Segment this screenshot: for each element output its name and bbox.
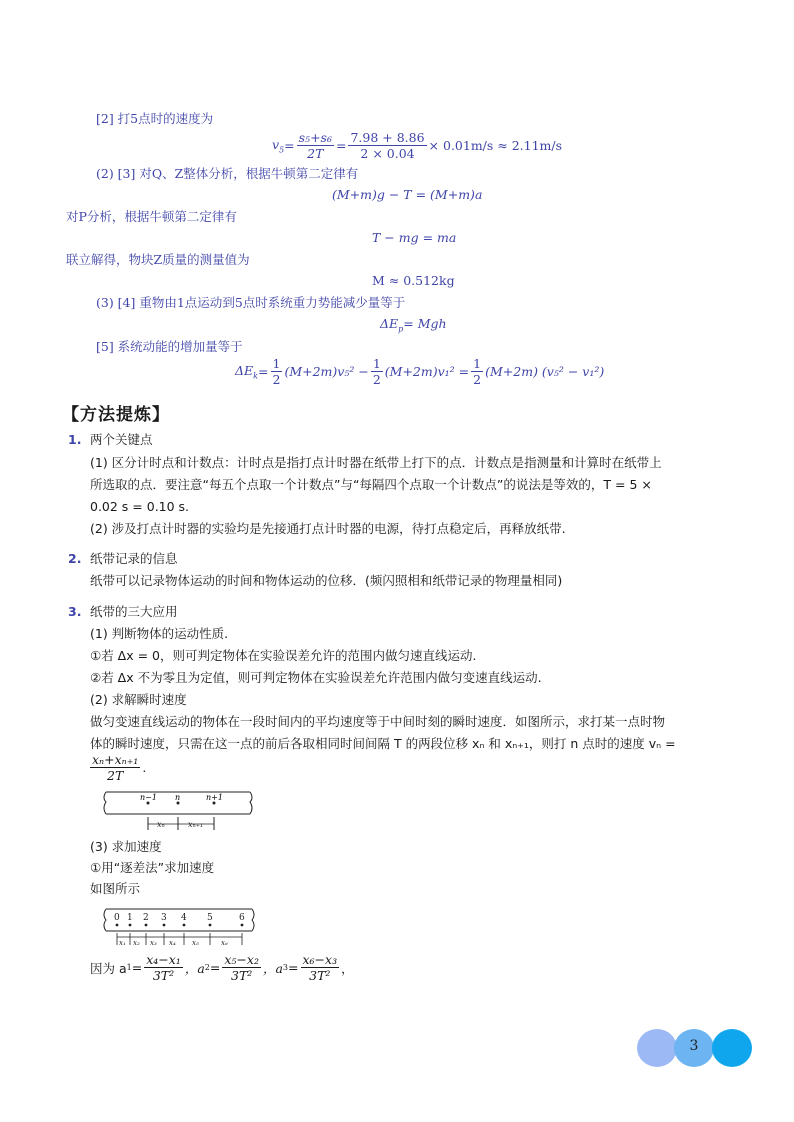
after-tape1-line-3: 如图所示: [90, 881, 141, 896]
item-1-line-4: (2) 涉及打点计时器的实验均是先接通打点计时器的电源，待打点稳定后，再释放纸带.: [90, 521, 566, 536]
tape2-segment-x2: x₂: [133, 939, 140, 947]
equation-2: T − mg = ma: [372, 230, 457, 245]
page-number-badge: [637, 1028, 752, 1068]
tape2-segment-x4: x₄: [169, 939, 176, 947]
acceleration-formula: 因为 a 1 = $\frac{\text{x₄−x₁}}{\text{3T²}}$ ，a 2 = $\frac{\text{x₅−x₂}}{\text{3T²}}$ ，a 3 = $\frac{\text{x₆−x₃}}{\text{3T²}}$ ，: [90, 952, 354, 983]
equation-3: M ≈ 0.512kg: [372, 273, 455, 288]
item-3-line-2: ①若 Δx = 0，则可判定物体在实验误差允许的范围内做匀速直线运动.: [90, 648, 477, 663]
v5-formula: $v_5$ = $\frac{\text{s₅+s₆}}{2T}$ = $\frac{7.98 + 8.86}{2 \times 0.04}$ × 0.01m/s ≈ 2.11m/s: [272, 130, 563, 161]
tape2-label-0: 0: [114, 913, 120, 923]
tape2-label-6: 6: [239, 913, 245, 923]
item-3-line-4: (2) 求解瞬时速度: [90, 692, 187, 707]
solution-step3b-label: 对P分析，根据牛顿第二定律有: [66, 209, 237, 224]
item-3-line-5: 做匀变速直线运动的物体在一段时间内的平均速度等于中间时刻的瞬时速度．如图所示，求打某一点时物: [90, 714, 666, 729]
item-3-line-3: ②若 Δx 不为零且为定值，则可判定物体在实验误差允许范围内做匀变速直线运动.: [90, 670, 542, 685]
solution-step3c-label: 联立解得，物块Z质量的测量值为: [66, 252, 250, 267]
tape1-label-n: n: [175, 793, 181, 802]
solution-step3-label: (2) [3] 对Q、Z整体分析，根据牛顿第二定律有: [96, 166, 359, 181]
tape2-label-1: 1: [127, 913, 133, 923]
item-2-heading: 纸带记录的信息: [90, 551, 178, 566]
item-1-line-1: (1) 区分计时点和计数点：计时点是指打点计时器在纸带上打下的点．计数点是指测量和计算时在纸带上: [90, 455, 662, 470]
badge-circle-light: [637, 1029, 677, 1067]
vn-fraction: $\frac{\text{xₙ+xₙ₊₁}}{2T}$ .: [92, 752, 147, 783]
tape1-segment-xn: xₙ: [157, 820, 165, 829]
tape1-segment-xn1: xₙ₊₁: [188, 820, 204, 829]
tape2-segment-x6: x₆: [221, 939, 228, 947]
item-3-number: 3.: [68, 604, 82, 619]
method-section-title: 【方法提炼】: [62, 405, 170, 425]
solution-step4-label: (3) [4] 重物由1点运动到5点时系统重力势能减少量等于: [96, 295, 406, 310]
item-1-line-3: 0.02 s = 0.10 s.: [90, 499, 190, 514]
tape2-segment-x1: x₁: [119, 939, 126, 947]
tape2-label-4: 4: [181, 913, 187, 923]
item-1-heading: 两个关键点: [90, 432, 153, 447]
tape1-label-n-minus-1: n−1: [140, 793, 157, 802]
item-3-line-6: 体的瞬时速度，只需在这一点的前后各取相同时间间隔 T 的两段位移 xₙ 和 xₙ₊₁，则打 n 点时的速度 vₙ =: [90, 736, 676, 751]
tape2-label-5: 5: [207, 913, 213, 923]
tape-diagram-1: [102, 790, 257, 832]
solution-step2-label: [2] 打5点时的速度为: [96, 111, 214, 126]
item-2-number: 2.: [68, 551, 82, 566]
tape1-label-n-plus-1: n+1: [206, 793, 223, 802]
after-tape1-line-2: ①用“逐差法”求加速度: [90, 860, 215, 875]
equation-1: (M+m)g − T = (M+m)a: [332, 187, 483, 202]
solution-step5-label: [5] 系统动能的增加量等于: [96, 339, 243, 354]
tape2-label-3: 3: [161, 913, 167, 923]
tape-diagram-2: [100, 905, 260, 947]
item-2-line-1: 纸带可以记录物体运动的时间和物体运动的位移．(频闪照相和纸带记录的物理量相同): [90, 573, 563, 588]
tape2-label-2: 2: [143, 913, 149, 923]
badge-circle-bright: [712, 1029, 752, 1067]
item-1-number: 1.: [68, 432, 82, 447]
tape2-segment-x3: x₃: [150, 939, 157, 947]
equation-4: $\Delta E_p=$ Mgh: [380, 316, 447, 334]
item-3-line-1: (1) 判断物体的运动性质.: [90, 626, 229, 641]
item-1-line-2: 所选取的点．要注意“每五个点取一个计数点”与“每隔四个点取一个计数点”的说法是等效的，T = 5 ×: [90, 477, 652, 492]
tape2-segment-x5: x₅: [192, 939, 199, 947]
after-tape1-line-1: (3) 求加速度: [90, 839, 162, 854]
page-number: 3: [689, 1038, 699, 1054]
equation-5: $\Delta E_k$ = $\frac{1}{2}$ (M+2m)v₅² − $\frac{1}{2}$ (M+2m)v₁² = $\frac{1}{2}$ (M+2m) (v₅² − v₁²): [235, 356, 605, 387]
item-3-heading: 纸带的三大应用: [90, 604, 178, 619]
